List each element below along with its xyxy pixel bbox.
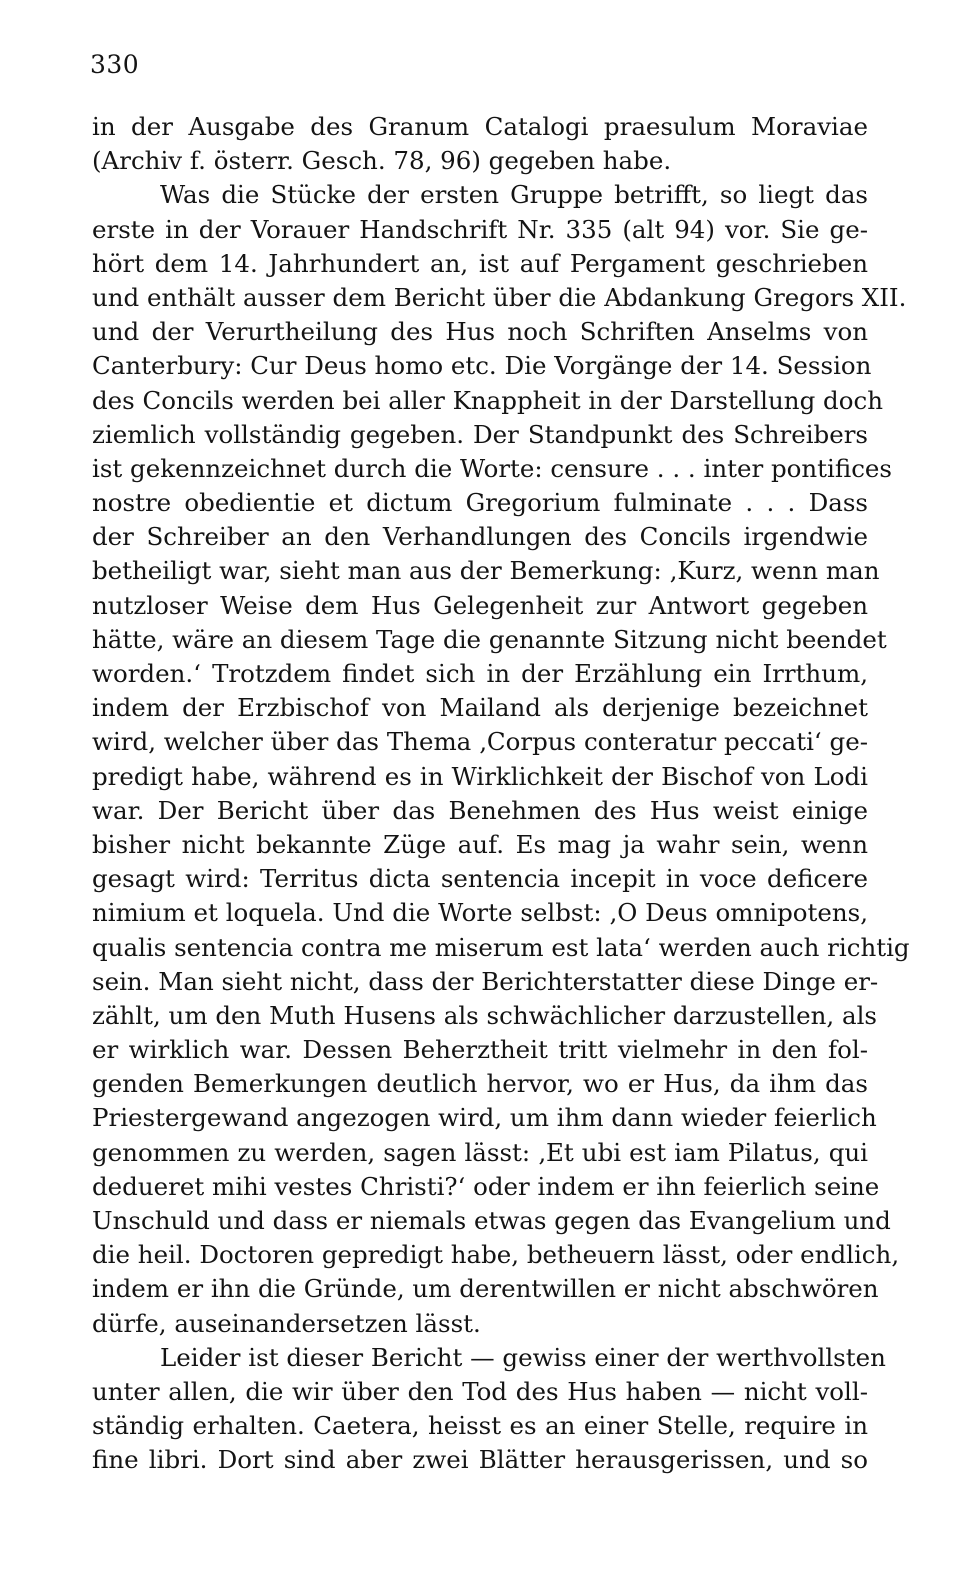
page-number: 330 xyxy=(90,50,140,79)
text-line: erste in der Vorauer Handschrift Nr. 335 (alt 94) vor. Sie ge- xyxy=(92,214,868,244)
text-line: Unschuld und dass er niemals etwas gegen das Evangelium und xyxy=(92,1206,891,1235)
text-line: bisher nicht bekannte Züge auf. Es mag ja wahr sein, wenn xyxy=(92,829,868,859)
text-line: in der Ausgabe des Granum Catalogi praesulum Moraviae xyxy=(92,112,868,141)
text-line: er wirklich war. Dessen Beherztheit tritt vielmehr in den fol- xyxy=(92,1035,868,1065)
text-line: genommen zu werden, sagen lässt: ‚Et ubi est iam Pilatus, qui xyxy=(92,1137,868,1167)
text-line: zählt, um den Muth Husens als schwächlicher darzustellen, als xyxy=(92,1000,878,1030)
text-line: hätte, wäre an diesem Tage die genannte Sitzung nicht beendet xyxy=(92,624,887,654)
text-line: (Archiv f. österr. Gesch. 78, 96) gegeben habe. xyxy=(92,146,672,176)
text-line: Canterbury: Cur Deus homo etc. Die Vorgänge der 14. Session xyxy=(92,351,872,381)
text-line: predigt habe, während es in Wirklichkeit der Bischof von Lodi xyxy=(92,761,868,791)
text-line: qualis sentencia contra me miserum est lata‘ werden auch richtig xyxy=(92,932,910,962)
text-line: und der Verurtheilung des Hus noch Schriften Anselms von xyxy=(92,317,868,347)
text-line: wird, welcher über das Thema ‚Corpus conteratur peccati‘ ge- xyxy=(92,727,868,757)
text-line: nimium et loquela. Und die Worte selbst: ‚O Deus omnipotens, xyxy=(92,898,868,928)
text-line: dürfe, auseinandersetzen lässt. xyxy=(92,1308,481,1338)
text-line: und enthält ausser dem Bericht über die Abdankung Gregors XII. xyxy=(92,282,907,312)
text-line: unter allen, die wir über den Tod des Hus haben — nicht voll- xyxy=(92,1376,868,1406)
text-line: nutzloser Weise dem Hus Gelegenheit zur Antwort gegeben xyxy=(92,590,868,620)
text-line: worden.‘ Trotzdem findet sich in der Erzählung ein Irrthum, xyxy=(92,659,868,688)
text-line: genden Bemerkungen deutlich hervor, wo er Hus, da ihm das xyxy=(92,1069,868,1099)
text-line: ziemlich vollständig gegeben. Der Standpunkt des Schreibers xyxy=(92,419,868,449)
text-line: Priestergewand angezogen wird, um ihm dann wieder feierlich xyxy=(92,1103,877,1133)
text-line: gesagt wird: Territus dicta sentencia incepit in voce deficere xyxy=(92,864,868,894)
text-line: ist gekennzeichnet durch die Worte: censure . . . inter pontifices xyxy=(92,453,892,483)
text-line: des Concils werden bei aller Knappheit in der Darstellung doch xyxy=(92,385,883,415)
text-line: fine libri. Dort sind aber zwei Blätter herausgerissen, und so xyxy=(92,1445,868,1475)
text-line: sein. Man sieht nicht, dass der Berichterstatter diese Dinge er- xyxy=(92,966,879,996)
text-line: hört dem 14. Jahrhundert an, ist auf Pergament geschrieben xyxy=(92,248,868,278)
text-line: Leider ist dieser Bericht — gewiss einer der werthvollsten xyxy=(160,1342,886,1372)
text-line: dedueret mihi vestes Christi?‘ oder indem er ihn feierlich seine xyxy=(92,1171,880,1201)
text-line: ständig erhalten. Caetera, heisst es an einer Stelle, require in xyxy=(92,1411,868,1441)
text-line: nostre obedientie et dictum Gregorium fulminate . . . Dass xyxy=(92,488,868,518)
text-line: indem der Erzbischof von Mailand als derjenige bezeichnet xyxy=(92,693,868,723)
text-line: betheiligt war, sieht man aus der Bemerkung: ‚Kurz, wenn man xyxy=(92,556,880,586)
text-line: die heil. Doctoren gepredigt habe, betheuern lässt, oder endlich, xyxy=(92,1240,900,1270)
text-line: indem er ihn die Gründe, um derentwillen er nicht abschwören xyxy=(92,1274,879,1304)
text-line: der Schreiber an den Verhandlungen des Concils irgendwie xyxy=(92,522,868,552)
text-line: war. Der Bericht über das Benehmen des Hus weist einige xyxy=(92,795,868,825)
body-text xyxy=(92,110,910,1478)
text-line: Was die Stücke der ersten Gruppe betrifft, so liegt das xyxy=(160,180,868,210)
